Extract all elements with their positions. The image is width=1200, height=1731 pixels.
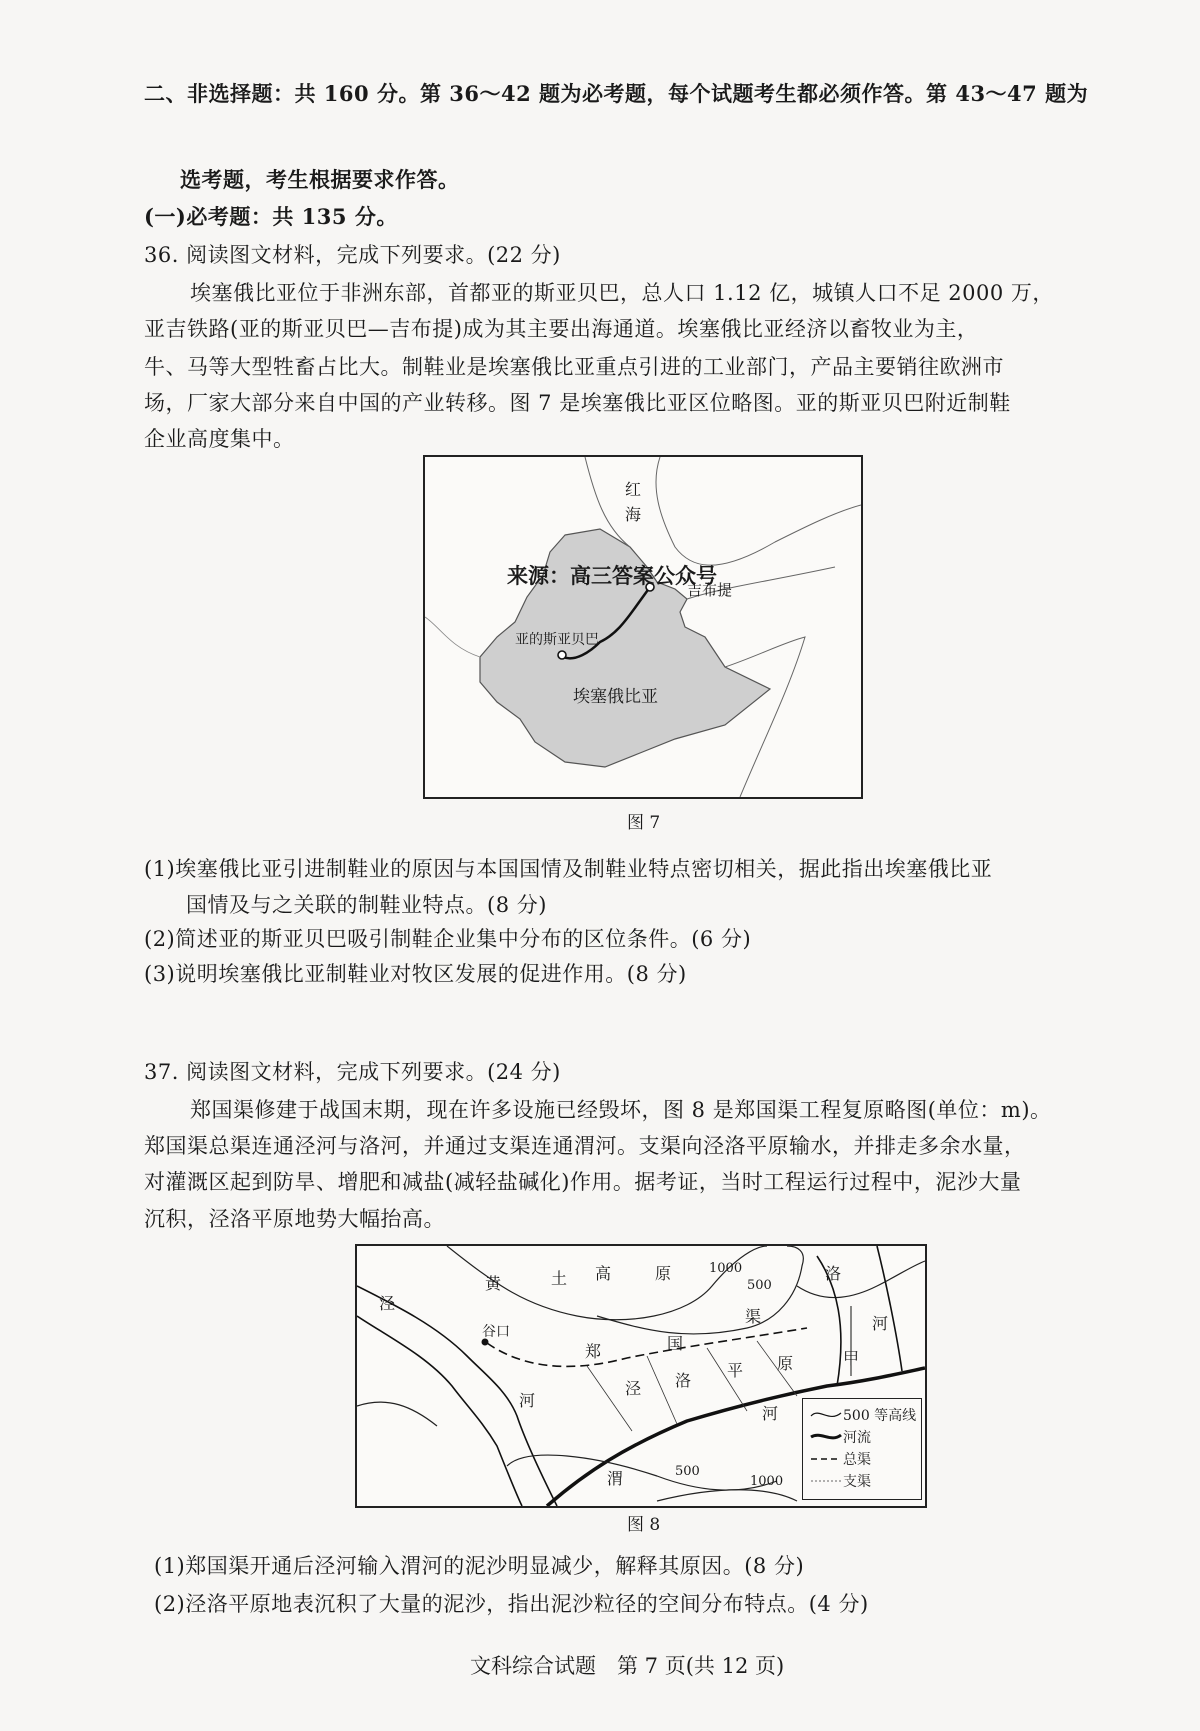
- q37-subquestion-1: (1)郑国渠开通后泾河输入渭河的泥沙明显减少，解释其原因。(8 分): [154, 1554, 805, 1578]
- q36-subquestion-3: (3)说明埃塞俄比亚制鞋业对牧区发展的促进作用。(8 分): [144, 962, 687, 986]
- djibouti-label: 吉布提: [687, 581, 733, 599]
- ethiopia-map-svg: [425, 457, 861, 797]
- q37-para-line: 郑国渠总渠连通泾河与洛河，并通过支渠连通渭河。支渠向泾洛平原输水，并排走多余水量，: [144, 1134, 1026, 1158]
- watermark-text: 来源：高三答案公众号: [507, 563, 717, 588]
- luo-river-label-2: 河: [872, 1314, 889, 1333]
- q37-subquestion-2: (2)泾洛平原地表沉积了大量的泥沙，指出泥沙粒径的空间分布特点。(4 分): [154, 1592, 869, 1616]
- contour-label-1000-bottom: 1000: [750, 1474, 784, 1489]
- red-sea-label-1: 红: [625, 480, 642, 499]
- wei-river-label-wei: 渭: [607, 1469, 624, 1488]
- loess-label-gao: 高: [595, 1264, 612, 1283]
- q37-para-line: 沉积，泾洛平原地势大幅抬高。: [144, 1207, 445, 1231]
- loess-label-huang: 黄: [485, 1274, 502, 1293]
- plain-label-ping: 平: [727, 1361, 744, 1380]
- plain-label-luo: 洛: [675, 1371, 692, 1390]
- canal-label-zheng: 郑: [585, 1342, 602, 1361]
- legend-contour: 500 等高线: [843, 1408, 917, 1424]
- point-jia-label: 甲: [843, 1349, 860, 1368]
- legend-river: 河流: [843, 1430, 871, 1446]
- loess-label-tu: 土: [551, 1269, 568, 1288]
- map-legend: [802, 1398, 922, 1500]
- jing-river-label-1: 泾: [379, 1294, 396, 1313]
- q36-title: 36. 阅读图文材料，完成下列要求。(22 分): [144, 243, 561, 267]
- canal-label-guo: 国: [667, 1334, 684, 1353]
- legend-main-canal: 总渠: [843, 1452, 871, 1468]
- page-footer: 文科综合试题 第 7 页(共 12 页): [470, 1654, 785, 1678]
- red-sea-label-2: 海: [625, 505, 642, 524]
- q36-para-line: 场，厂家大部分来自中国的产业转移。图 7 是埃塞俄比亚区位略图。亚的斯亚贝巴附近制鞋: [144, 391, 1011, 415]
- q37-para-line: 郑国渠修建于战国末期，现在许多设施已经毁坏，图 8 是郑国渠工程复原略图(单位：m)。: [190, 1098, 1052, 1122]
- section-heading: 二、非选择题：共 160 分。第 36～42 题为必考题，每个试题考生都必须作答。第 43～47 题为: [144, 81, 1089, 106]
- q36-para-line: 企业高度集中。: [144, 427, 295, 451]
- legend-symbols: [807, 1399, 847, 1499]
- figure-8-caption: 图 8: [627, 1515, 661, 1535]
- q37-para-line: 对灌溉区起到防旱、增肥和减盐(减轻盐碱化)作用。据考证，当时工程运行过程中，泥沙大量: [144, 1170, 1022, 1194]
- luo-river-label-1: 洛: [825, 1264, 842, 1283]
- addis-ababa-marker: [558, 651, 566, 659]
- contour-label-500-bottom: 500: [675, 1464, 700, 1479]
- jing-river-label-2: 河: [519, 1391, 536, 1410]
- contour-label-500-top: 500: [747, 1278, 772, 1293]
- subsection-heading: (一)必考题：共 135 分。: [144, 204, 398, 229]
- q36-subquestion-1-cont: 国情及与之关联的制鞋业特点。(8 分): [186, 893, 547, 917]
- plain-label-yuan: 原: [777, 1354, 794, 1373]
- q37-title: 37. 阅读图文材料，完成下列要求。(24 分): [144, 1060, 561, 1084]
- gukou-label: 谷口: [482, 1324, 510, 1340]
- legend-branch-canal: 支渠: [843, 1474, 871, 1490]
- ethiopia-label: 埃塞俄比亚: [573, 687, 658, 707]
- plain-label-jing: 泾: [625, 1379, 642, 1398]
- wei-river-label-he: 河: [762, 1404, 779, 1423]
- addis-label: 亚的斯亚贝巴: [515, 632, 599, 648]
- figure-7-caption: 图 7: [627, 813, 661, 833]
- loess-label-yuan: 原: [655, 1264, 672, 1283]
- q36-subquestion-1: (1)埃塞俄比亚引进制鞋业的原因与本国国情及制鞋业特点密切相关，据此指出埃塞俄比亚: [144, 857, 993, 881]
- q36-para-line: 牛、马等大型牲畜占比大。制鞋业是埃塞俄比亚重点引进的工业部门，产品主要销往欧洲市: [144, 355, 1004, 379]
- section-heading-cont: 选考题，考生根据要求作答。: [180, 167, 460, 192]
- q36-subquestion-2: (2)简述亚的斯亚贝巴吸引制鞋企业集中分布的区位条件。(6 分): [144, 927, 752, 951]
- contour-label-1000-top: 1000: [709, 1261, 743, 1276]
- q36-para-line: 埃塞俄比亚位于非洲东部，首都亚的斯亚贝巴，总人口 1.12 亿，城镇人口不足 2000 万，: [190, 281, 1054, 305]
- figure-7-map: [423, 455, 863, 799]
- q36-para-line: 亚吉铁路(亚的斯亚贝巴—吉布提)成为其主要出海通道。埃塞俄比亚经济以畜牧业为主，: [144, 317, 979, 341]
- figure-8-map: [355, 1244, 927, 1508]
- canal-label-qu: 渠: [745, 1307, 762, 1326]
